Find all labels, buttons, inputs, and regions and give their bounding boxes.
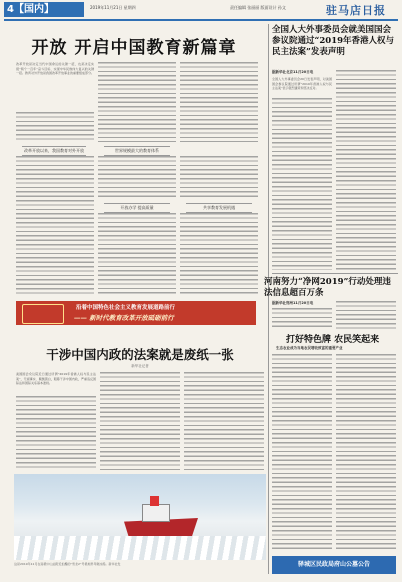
banner-emblem bbox=[22, 304, 64, 324]
ship-tower bbox=[150, 496, 159, 506]
section-divider bbox=[272, 273, 398, 274]
issue-date: 2019年11月21日 星期四 bbox=[90, 5, 136, 10]
right-body-lines bbox=[336, 70, 396, 270]
second-byline: 新华社记者 bbox=[131, 364, 149, 368]
editor-credits: 责任编辑 张丽丽 版面设计 孙文 bbox=[230, 5, 286, 10]
right-headline-1: 全国人大外事委员会就美国国会参议院通过“2019年香港人权与民主法案”发表声明 bbox=[272, 25, 395, 57]
photo-caption: 这是2019年11月在南极中山站附近拍摄的“雪龙2”号极地科考破冰船。新华社发 bbox=[14, 562, 121, 566]
right-headline-2: 河南努力“净网2019”行动处理违法信息超百万条 bbox=[264, 277, 391, 298]
lead-section-head: 改革开放以来，我国教育对外开放 bbox=[22, 146, 86, 156]
right-body-lines bbox=[336, 301, 396, 330]
second-body-lines bbox=[184, 372, 264, 470]
right-body-lines bbox=[272, 98, 332, 270]
icebreaker-photo bbox=[14, 474, 266, 560]
newspaper-logo: 驻马店日报 bbox=[326, 4, 386, 17]
second-body-intro: 美国国会众议院近日通过所谓“2019年香港人权与民主法案”，无视事实、颠倒黑白，粗暴干涉中国内政，严重违反国际法和国际关系基本准则。 bbox=[16, 372, 96, 385]
right-body-intro: 全国人大外事委员会20日发表声明，对美国国会参议院通过所谓“2019年香港人权与民主法案”表示强烈谴责和坚决反对。 bbox=[272, 77, 332, 90]
masthead-divider bbox=[4, 19, 398, 21]
right-dateline-1: 据新华社北京11月20日电 bbox=[272, 70, 314, 74]
masthead bbox=[0, 0, 402, 22]
sea-ice bbox=[14, 536, 266, 560]
second-body-lines bbox=[100, 372, 180, 470]
lead-section-head: 开放办学 提高质量 bbox=[104, 203, 170, 213]
lead-body-lines bbox=[16, 156, 94, 296]
lead-body-lines bbox=[16, 112, 94, 142]
page-section-label: 4【国内】 bbox=[4, 2, 84, 17]
right-dateline-2: 据新华社郑州11月20日电 bbox=[272, 301, 314, 305]
lead-body-lines bbox=[180, 62, 258, 142]
right-subheadline-3: 生态农业成为当地农民增收致富的重要产业 bbox=[276, 346, 343, 350]
right-headline-3: 打好特色牌 农民笑起来 bbox=[286, 335, 380, 345]
right-body-lines bbox=[336, 354, 396, 552]
banner-line-1: 沿着中国特色社会主义教育发展道路前行 bbox=[76, 305, 176, 311]
lead-body-intro: 改革开放是决定当代中国命运的关键一招，也是决定实现“两个一百年”奋斗目标、实现中华民族伟大复兴的关键一招。教育对外开放是我国改革开放事业的重要组成部分。 bbox=[16, 62, 94, 75]
campaign-banner bbox=[16, 301, 256, 325]
lead-body-lines bbox=[98, 62, 176, 142]
second-body-lines bbox=[16, 396, 96, 470]
column-divider bbox=[268, 24, 269, 574]
second-headline: 干涉中国内政的法案就是废纸一张 bbox=[46, 347, 234, 362]
banner-line-2: —— 新时代教育改革开放砥砺前行 bbox=[74, 314, 174, 322]
lead-body-lines bbox=[180, 156, 258, 200]
lead-section-head: 共享教育发展机遇 bbox=[186, 203, 252, 213]
lead-body-lines bbox=[180, 213, 258, 295]
notice-advertisement: 驿城区民政局府山公墓公告 bbox=[272, 556, 396, 574]
right-body-lines bbox=[272, 308, 332, 330]
lead-headline: 开放 开启中国教育新篇章 bbox=[31, 38, 237, 58]
lead-section-head: 世界规模最大的教育体系 bbox=[104, 146, 170, 156]
lead-body-lines bbox=[98, 213, 176, 295]
right-body-lines bbox=[272, 354, 332, 552]
lead-body-lines bbox=[98, 156, 176, 200]
ship-superstructure bbox=[142, 504, 170, 522]
